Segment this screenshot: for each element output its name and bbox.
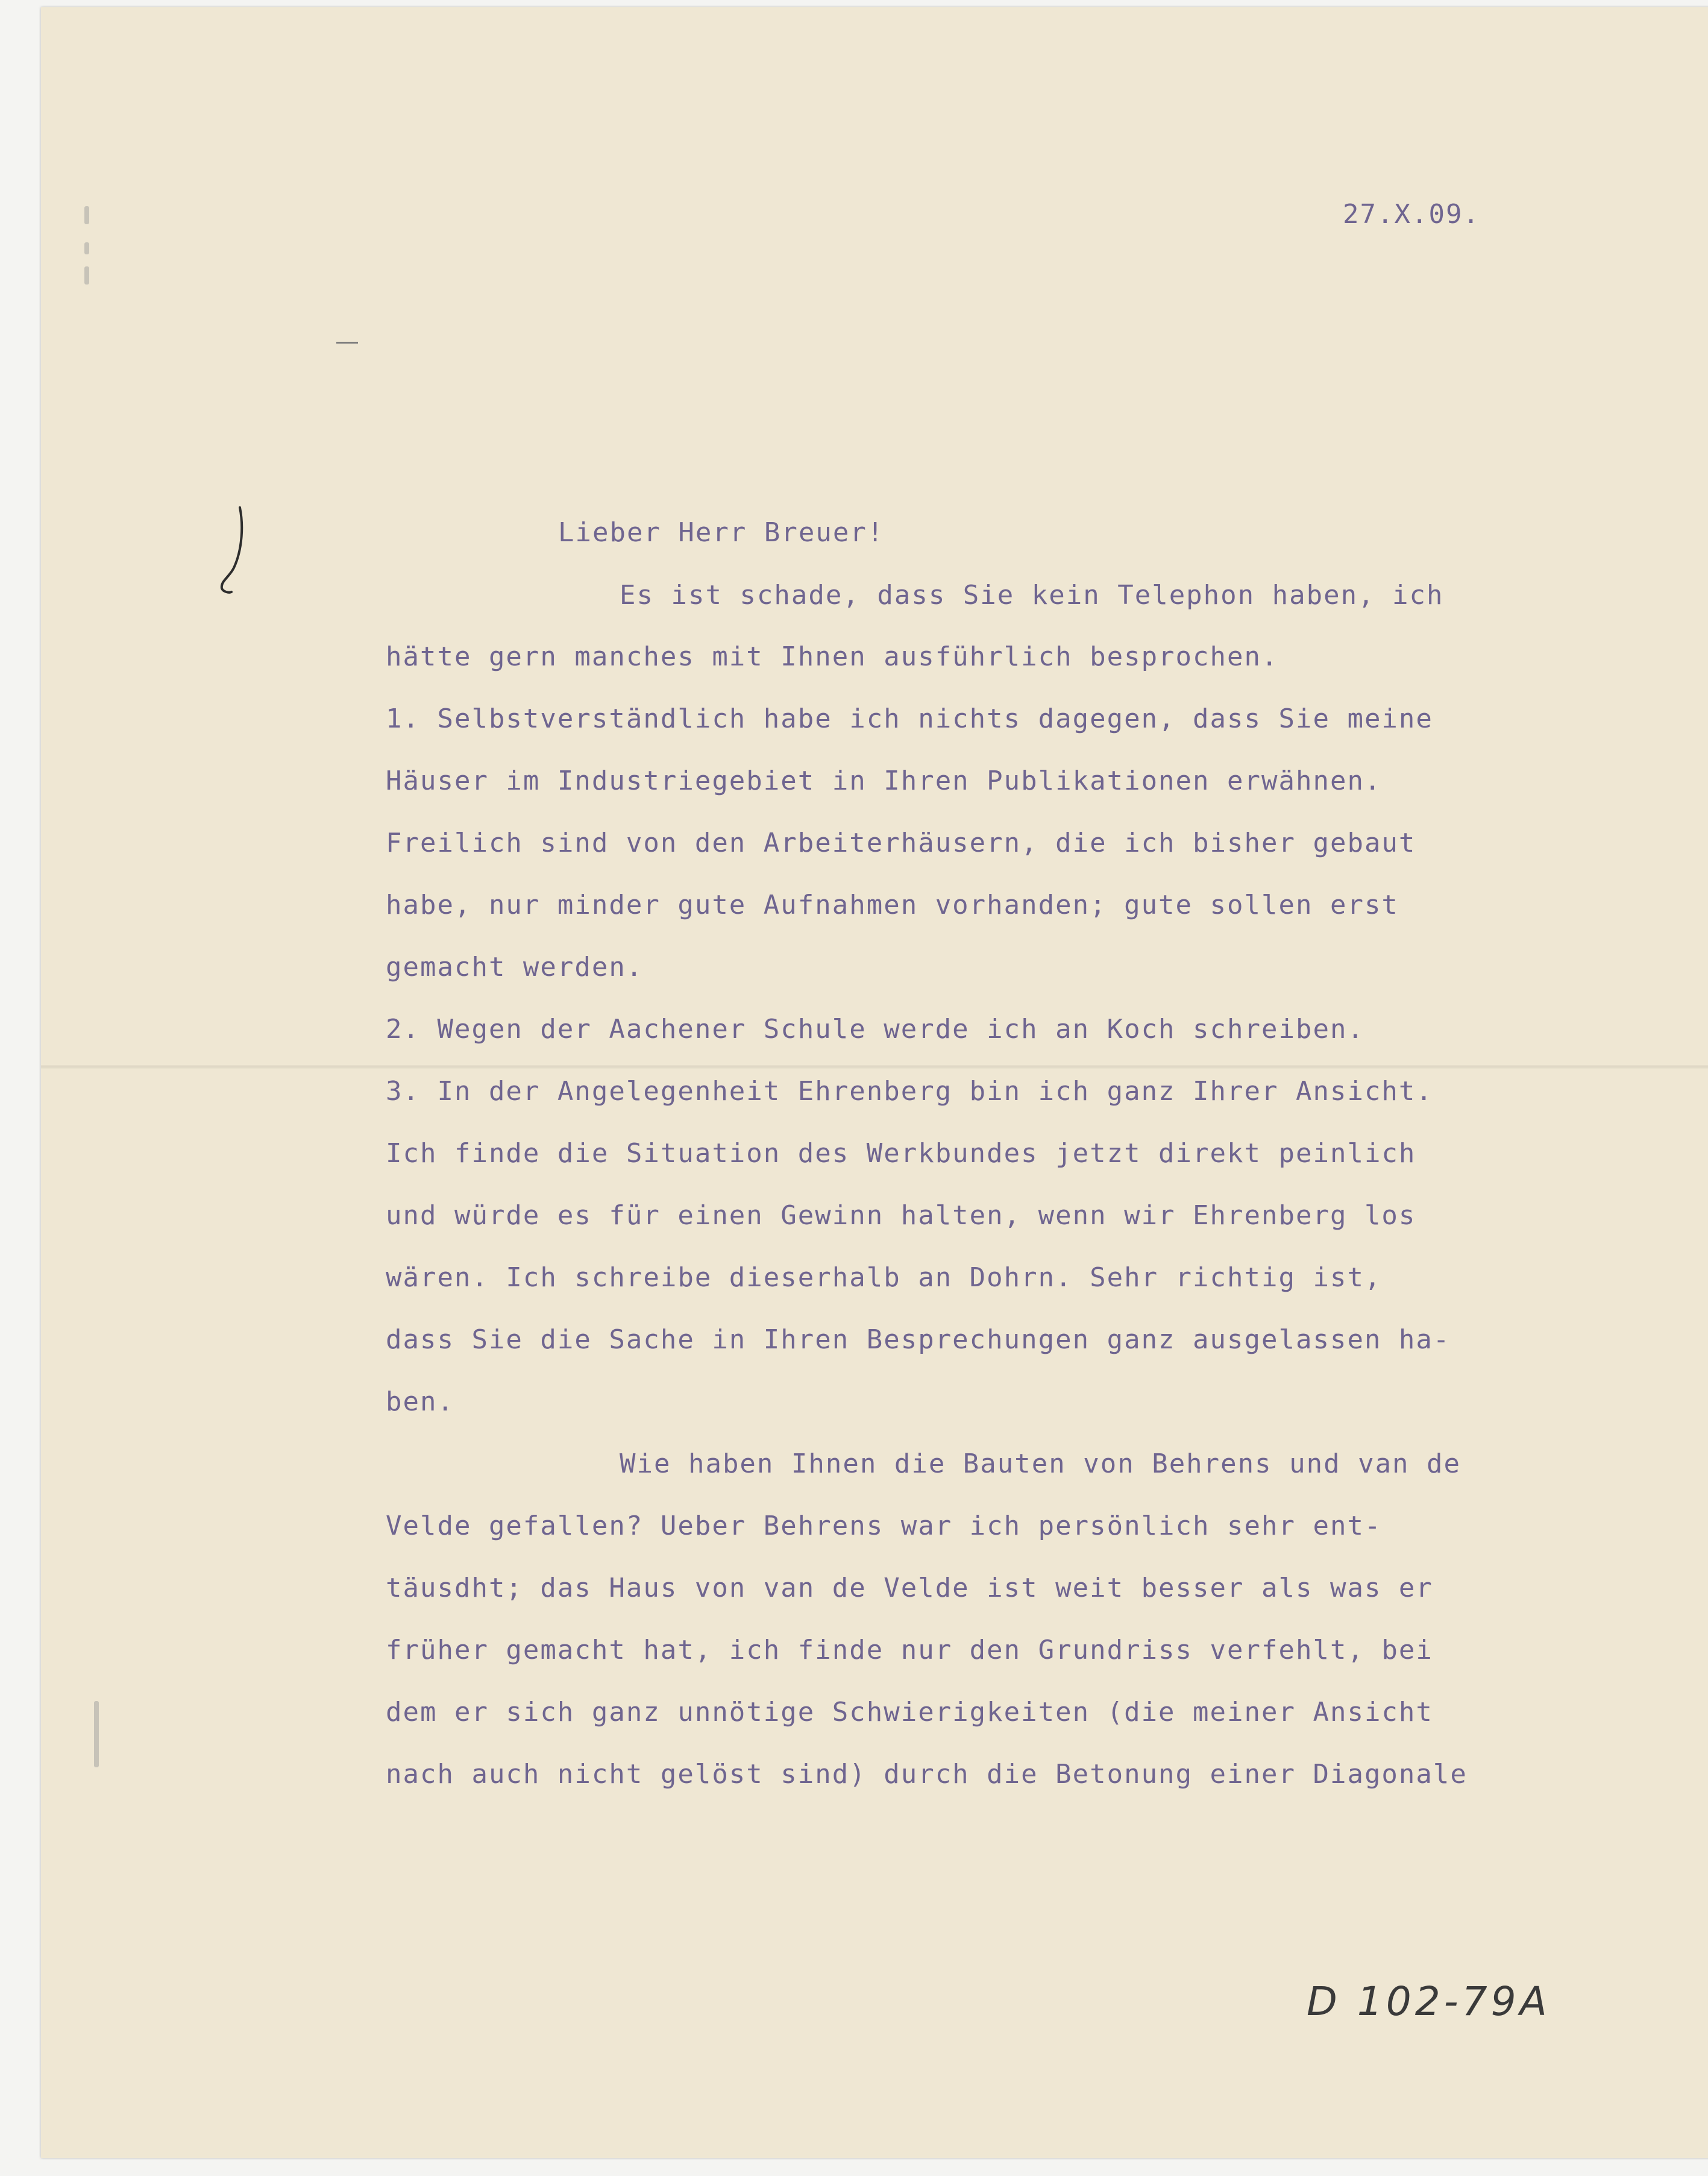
letter-line: dem er sich ganz unnötige Schwierigkeiten (die meiner Ansicht [386,1697,1433,1728]
letter-line: Häuser im Industriegebiet in Ihren Publikationen erwähnen. [386,766,1382,796]
letter-line: Velde gefallen? Ueber Behrens war ich persönlich sehr ent- [386,1511,1382,1541]
letter-line: habe, nur minder gute Aufnahmen vorhanden; gute sollen erst [386,890,1399,920]
letter-line: ben. [386,1386,454,1417]
letter-salutation: Lieber Herr Breuer! [558,517,885,548]
letter-page [41,7,1708,2158]
letter-line: täusdht; das Haus von van de Velde ist weit besser als was er [386,1573,1433,1603]
letter-line: dass Sie die Sache in Ihren Besprechungen ganz ausgelassen ha- [386,1324,1451,1355]
punch-mark [84,266,89,285]
letter-line: Freilich sind von den Arbeiterhäusern, die ich bisher gebaut [386,828,1416,858]
letter-line: gemacht werden. [386,952,644,983]
letter-date: 27.X.09. [1343,199,1480,230]
letter-line: wären. Ich schreibe dieserhalb an Dohrn. Sehr richtig ist, [386,1262,1382,1293]
punch-mark [84,206,89,224]
archive-number: D 102-79A [1307,1978,1551,2025]
punch-mark [84,242,89,254]
punch-mark [94,1701,99,1767]
letter-line: Ich finde die Situation des Werkbundes jetzt direkt peinlich [386,1138,1416,1169]
handwritten-hook-mark [216,502,252,598]
letter-line: nach auch nicht gelöst sind) durch die Betonung einer Diagonale [386,1759,1468,1790]
letter-line: 2. Wegen der Aachener Schule werde ich an Koch schreiben. [386,1014,1364,1045]
letter-line: und würde es für einen Gewinn halten, wenn wir Ehrenberg los [386,1200,1416,1231]
letter-line: Wie haben Ihnen die Bauten von Behrens und van de [620,1448,1462,1479]
letter-line: Es ist schade, dass Sie kein Telephon haben, ich [620,580,1444,611]
letter-line: früher gemacht hat, ich finde nur den Grundriss verfehlt, bei [386,1635,1433,1665]
letter-line: 3. In der Angelegenheit Ehrenberg bin ich ganz Ihrer Ansicht. [386,1076,1433,1107]
letter-line: 1. Selbstverständlich habe ich nichts dagegen, dass Sie meine [386,703,1433,734]
margin-dash [336,342,358,344]
letter-line: hätte gern manches mit Ihnen ausführlich besprochen. [386,641,1279,672]
